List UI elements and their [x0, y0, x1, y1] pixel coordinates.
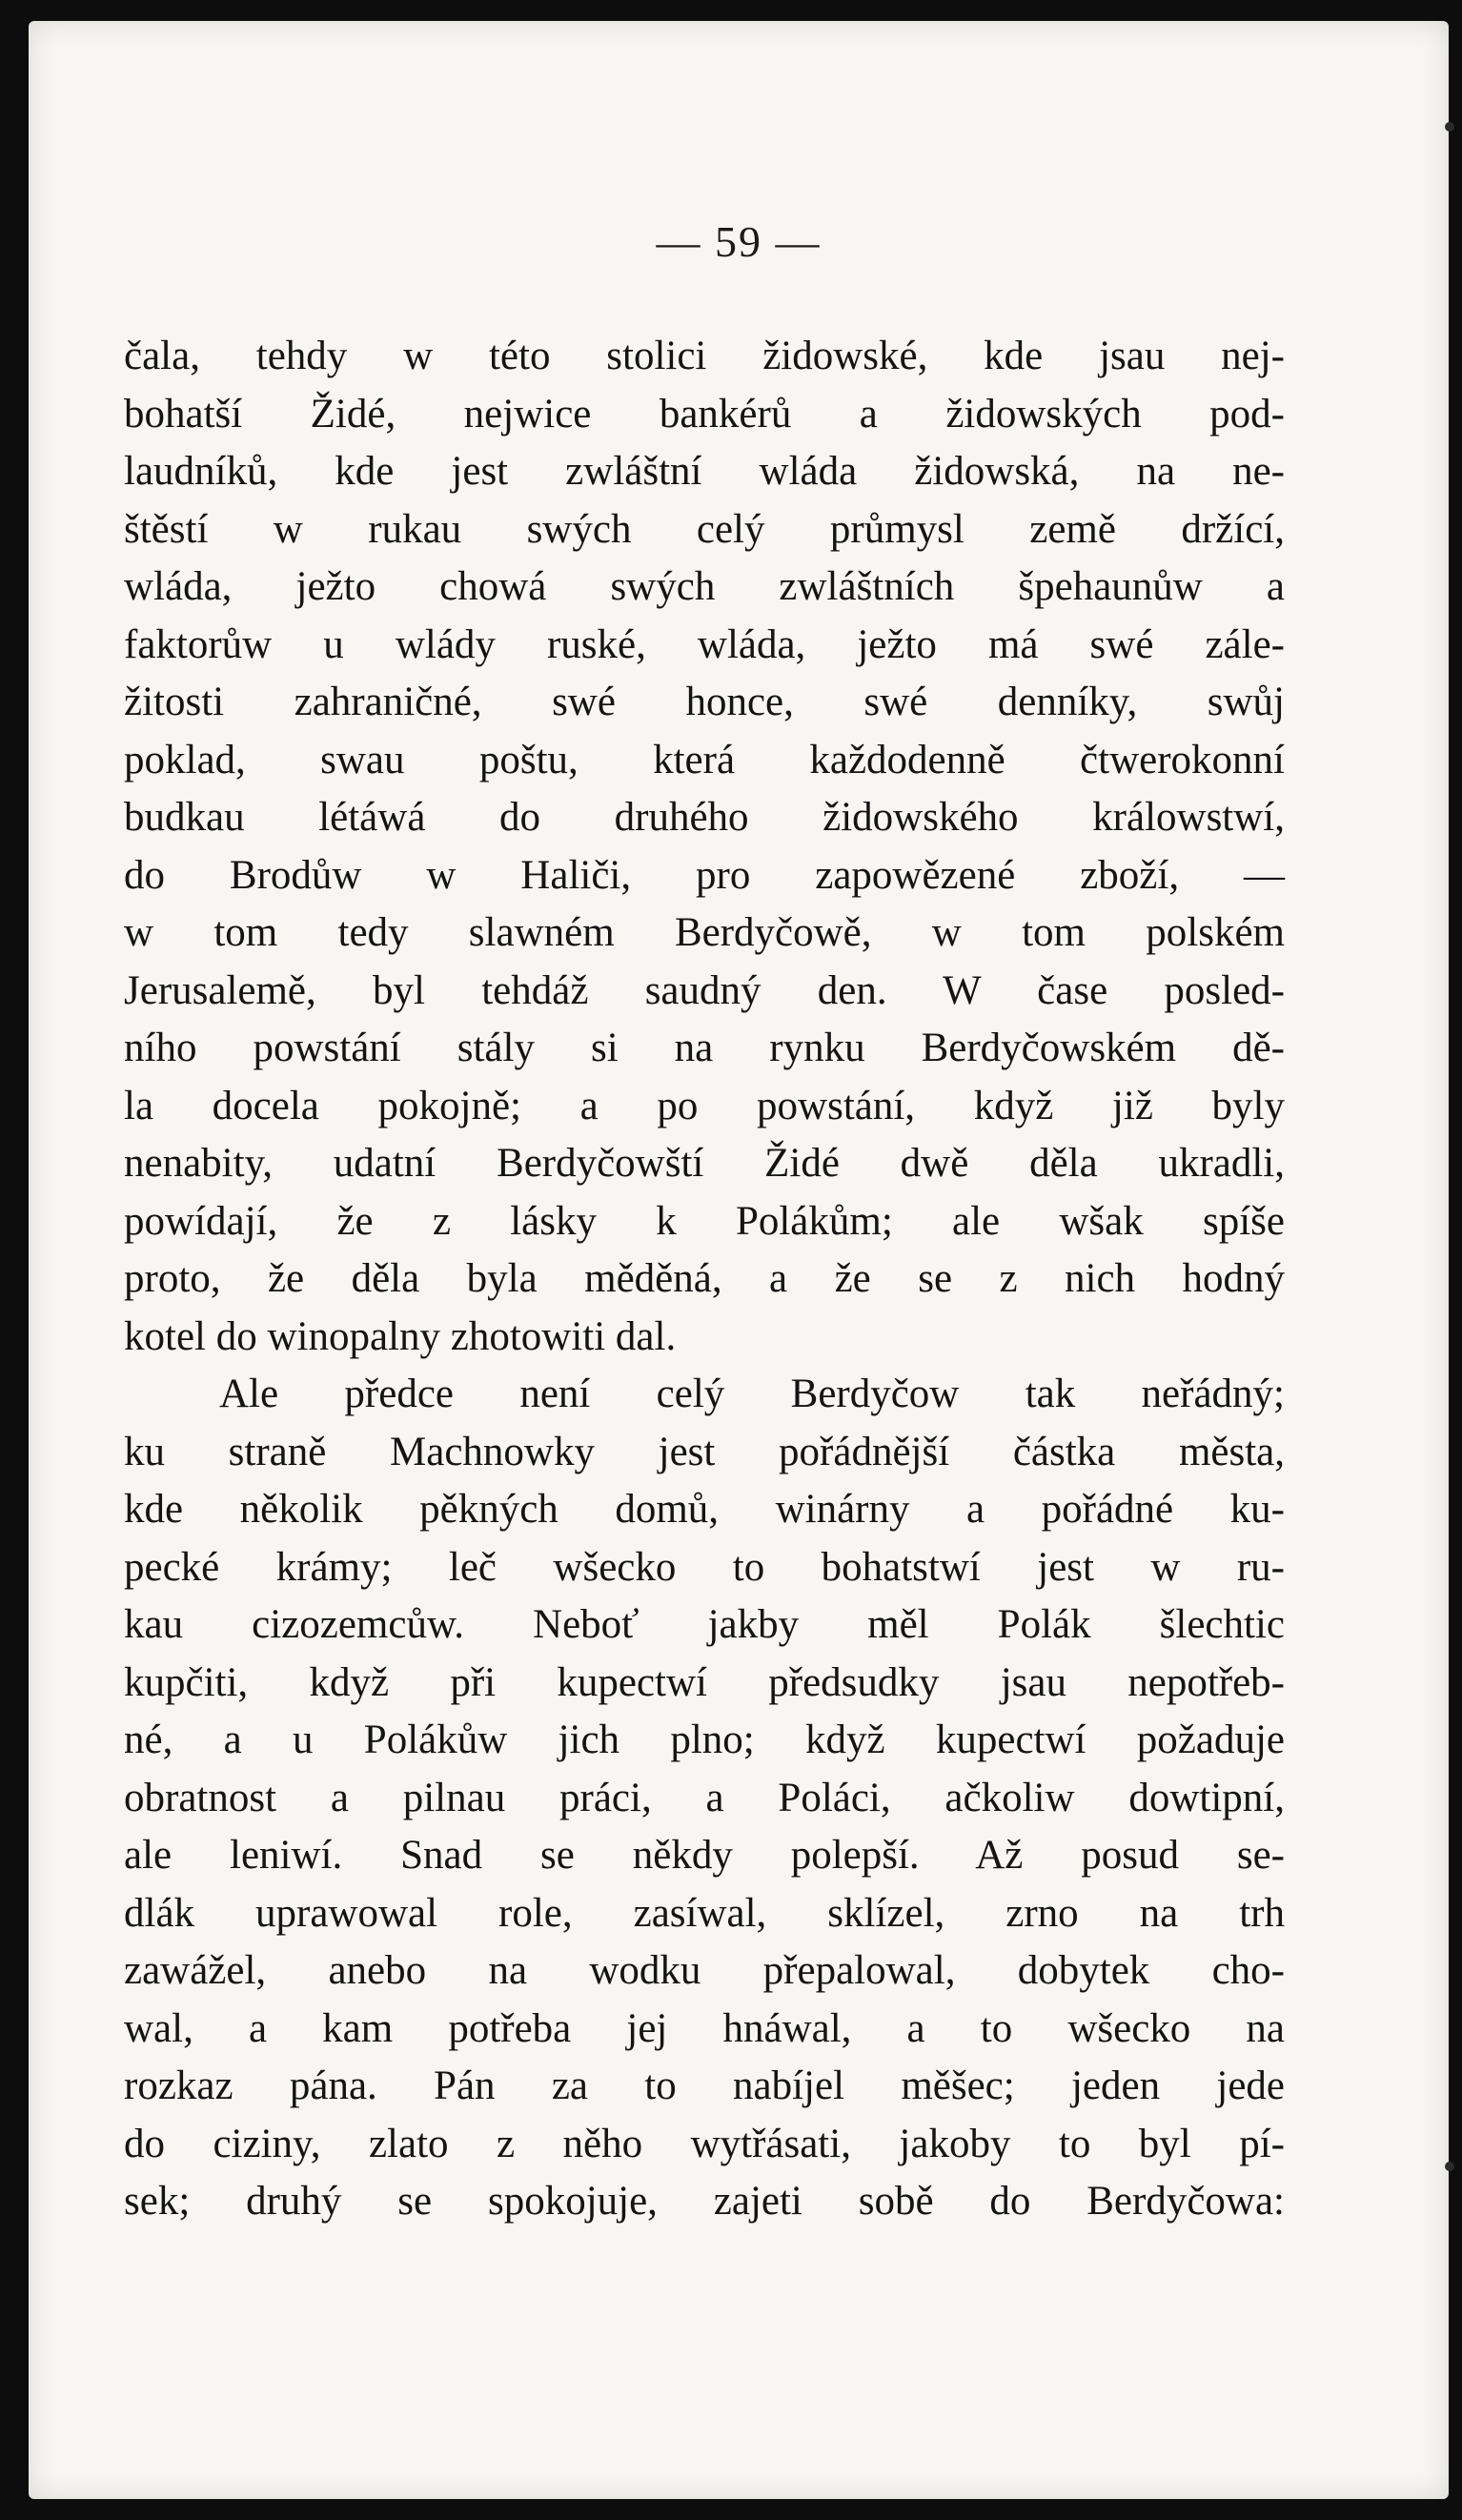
text-line: obratnost a pilnau práci, a Poláci, ačkoliw dowtipní,: [124, 1775, 1285, 1820]
text-line: proto, že děla byla měděná, a že se z nich hodný: [124, 1256, 1285, 1301]
text-line: faktorůw u wlády ruské, wláda, ježto má swé zále-: [124, 621, 1285, 667]
text-line: poklad, swau poštu, která každodenně čtwerokonní: [124, 737, 1285, 782]
text-line: nenabity, udatní Berdyčowští Židé dwě děla ukradli,: [124, 1141, 1285, 1186]
text-line: kotel do winopalny zhotowiti dal.: [124, 1313, 677, 1359]
page-number: — 59 —: [656, 217, 822, 266]
text-line: powídají, že z lásky k Polákům; ale wšak spíše: [124, 1198, 1285, 1244]
text-line: kde několik pěkných domů, winárny a pořádné ku-: [124, 1487, 1285, 1532]
text-line: né, a u Polákůw jich plno; když kupectwí požaduje: [124, 1717, 1285, 1762]
text-line: Jerusalemě, byl tehdáž saudný den. W čase posled-: [124, 967, 1285, 1013]
text-line: w tom tedy slawném Berdyčowě, w tom polském: [124, 910, 1285, 955]
text-line: ale leniwí. Snad se někdy polepší. Až posud se-: [124, 1833, 1285, 1878]
text-line: sek; druhý se spokojuje, zajeti sobě do Berdyčowa:: [124, 2179, 1285, 2224]
text-line: wláda, ježto chowá swých zwláštních špehaunůw a: [124, 564, 1285, 609]
text-line: kau cizozemcůw. Neboť jakby měl Polák šlechtic: [124, 1602, 1285, 1647]
text-line: budkau létáwá do druhého židowského králowstwí,: [124, 795, 1285, 840]
text-line: wal, a kam potřeba jej hnáwal, a to wšecko na: [124, 2005, 1285, 2051]
body-text: [124, 328, 1285, 2231]
margin-dot: [1445, 2162, 1454, 2171]
text-line: štěstí w rukau swých celý průmysl země držící,: [124, 506, 1285, 552]
book-page: [29, 21, 1449, 2499]
text-line: Ale předce není celý Berdyčow tak neřádný;: [219, 1372, 1285, 1416]
text-line: žitosti zahraničné, swé honce, swé denníky, swůj: [124, 680, 1285, 724]
text-line: kupčiti, když při kupectwí předsudky jsau nepotřeb-: [124, 1659, 1285, 1705]
text-line: dlák uprawowal role, zasíwal, sklízel, zrno na trh: [124, 1890, 1285, 1936]
text-line: bohatší Židé, nejwice bankérů a židowských pod-: [124, 391, 1285, 437]
margin-dot: [1445, 122, 1454, 132]
text-line: la docela pokojně; a po powstání, když již byly: [124, 1083, 1285, 1128]
text-line: ního powstání stály si na rynku Berdyčowském dě-: [124, 1026, 1285, 1070]
text-line: ku straně Machnowky jest pořádnější částka města,: [124, 1429, 1285, 1474]
text-line: do Brodůw w Haliči, pro zapowězené zboží, —: [124, 852, 1285, 898]
text-line: pecké krámy; leč wšecko to bohatstwí jest w ru-: [124, 1544, 1285, 1590]
text-line: do ciziny, zlato z něho wytřásati, jakoby to byl pí-: [124, 2121, 1285, 2166]
text-line: čala, tehdy w této stolici židowské, kde jsau nej-: [124, 334, 1285, 378]
text-line: rozkaz pána. Pán za to nabíjel měšec; jeden jede: [124, 2063, 1285, 2108]
text-line: zawážel, anebo na wodku přepalowal, dobytek cho-: [124, 1948, 1285, 1993]
text-line: laudníků, kde jest zwláštní wláda židowská, na ne-: [124, 449, 1285, 494]
